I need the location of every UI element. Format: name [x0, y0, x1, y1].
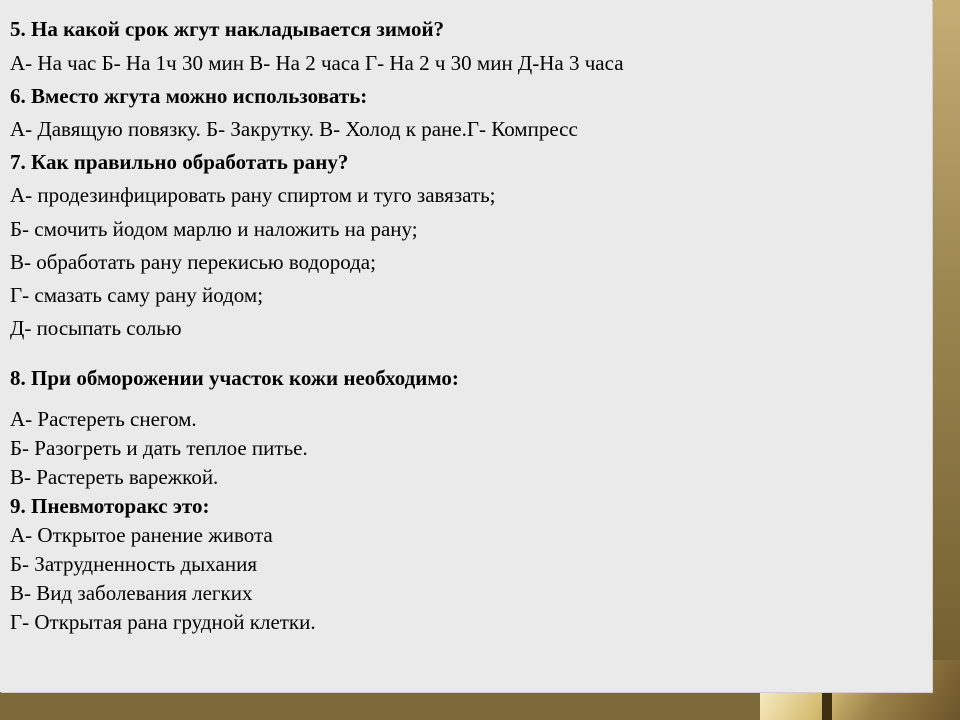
question-8-answer-a: А- Растереть снегом. — [10, 407, 197, 431]
question-7-answer-b: Б- смочить йодом марлю и наложить на рану; — [10, 217, 418, 241]
question-9-answer-a: А- Открытое ранение живота — [10, 523, 273, 547]
question-9-title: 9. Пневмоторакс это: — [10, 494, 210, 518]
question-5-answers: А- На час Б- На 1ч 30 мин В- На 2 часа Г- На 2 ч 30 мин Д-На 3 часа — [10, 51, 624, 75]
question-9-answer-b: Б- Затрудненность дыхания — [10, 552, 257, 576]
question-7-answer-e: Д- посыпать солью — [10, 316, 182, 340]
question-8-title: 8. При обморожении участок кожи необходимо: — [10, 366, 459, 390]
question-8-answer-c: В- Растереть варежкой. — [10, 465, 219, 489]
question-7-answer-c: В- обработать рану перекисью водорода; — [10, 250, 376, 274]
question-7-answer-d: Г- смазать саму рану йодом; — [10, 283, 264, 307]
question-9-answer-d: Г- Открытая рана грудной клетки. — [10, 610, 316, 634]
question-6-answers: А- Давящую повязку. Б- Закрутку. В- Холод к ране.Г- Компресс — [10, 117, 578, 141]
question-8-answer-b: Б- Разогреть и дать теплое питье. — [10, 436, 308, 460]
question-6-title: 6. Вместо жгута можно использовать: — [10, 84, 368, 108]
question-7-title: 7. Как правильно обработать рану? — [10, 150, 349, 174]
question-7-answer-a: А- продезинфицировать рану спиртом и туго завязать; — [10, 183, 496, 207]
decorative-right-strip — [932, 0, 960, 720]
question-5-title: 5. На какой срок жгут накладывается зимой? — [10, 17, 445, 41]
question-9-answer-c: В- Вид заболевания легких — [10, 581, 253, 605]
